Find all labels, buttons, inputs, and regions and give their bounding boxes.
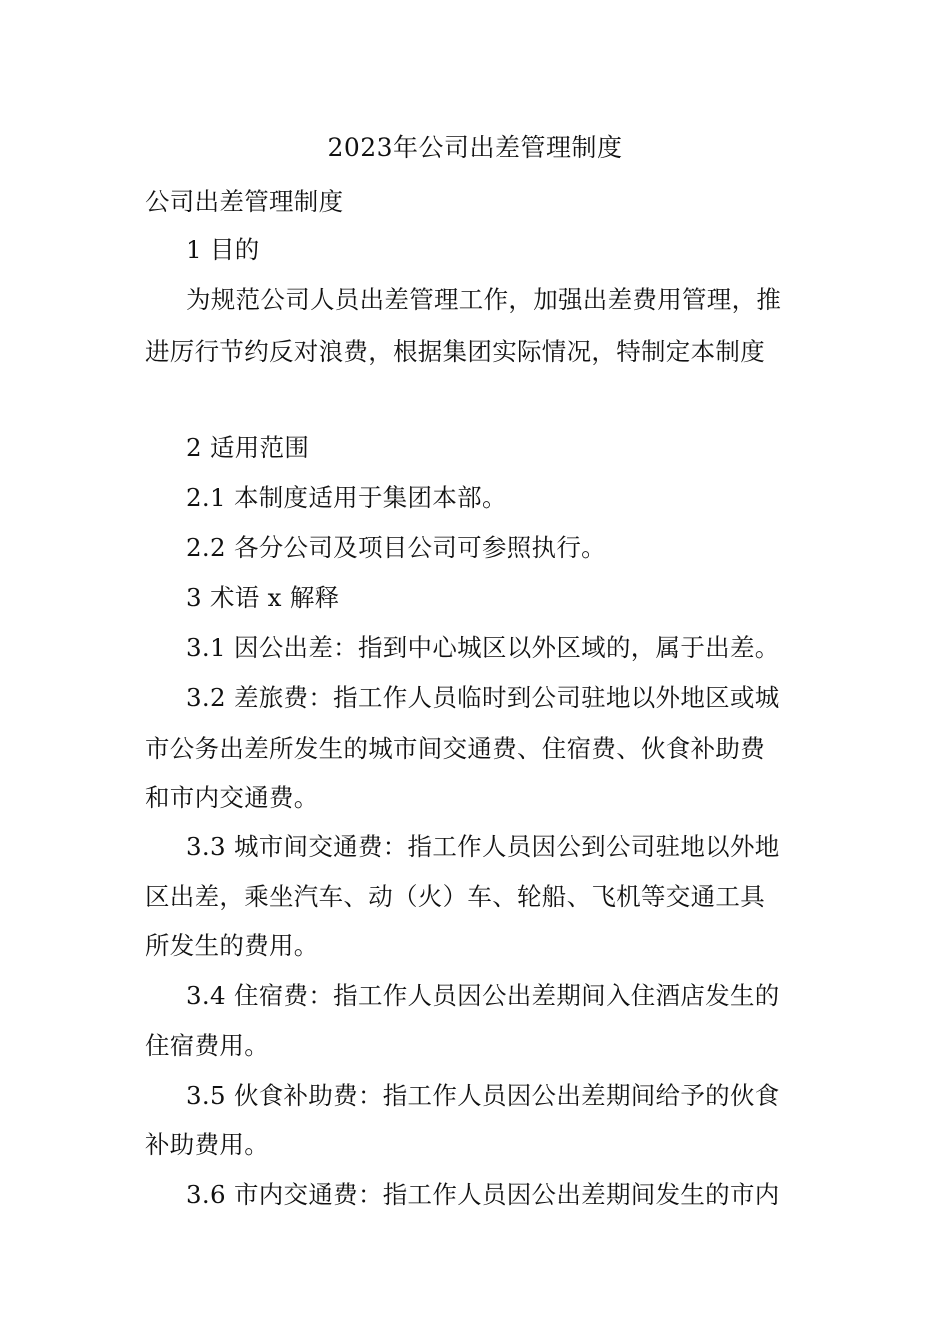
paragraph-line: 为规范公司人员出差管理工作，加强出差费用管理，推 xyxy=(186,285,782,314)
paragraph-line: 3.3 城市间交通费：指工作人员因公到公司驻地以外地 xyxy=(186,832,780,861)
section-heading: 3 术语 x 解释 xyxy=(186,583,340,612)
paragraph-line: 市公务出差所发生的城市间交通费、住宿费、伙食补助费 xyxy=(145,734,765,763)
paragraph-line: 所发生的费用。 xyxy=(145,931,319,960)
paragraph-line: 住宿费用。 xyxy=(145,1031,269,1060)
paragraph-line: 3.1 因公出差：指到中心城区以外区域的，属于出差。 xyxy=(186,633,780,662)
document-title: 2023年公司出差管理制度 xyxy=(327,133,623,162)
section-heading: 2 适用范围 xyxy=(186,433,310,462)
paragraph-line: 2.1 本制度适用于集团本部。 xyxy=(186,483,507,512)
paragraph-line: 区出差，乘坐汽车、动（火）车、轮船、飞机等交通工具 xyxy=(145,882,765,911)
section-heading: 公司出差管理制度 xyxy=(145,187,344,216)
paragraph-line: 2.2 各分公司及项目公司可参照执行。 xyxy=(186,533,606,562)
paragraph-line: 3.5 伙食补助费：指工作人员因公出差期间给予的伙食 xyxy=(186,1081,780,1110)
paragraph-line: 3.2 差旅费：指工作人员临时到公司驻地以外地区或城 xyxy=(186,683,780,712)
paragraph-line: 3.4 住宿费：指工作人员因公出差期间入住酒店发生的 xyxy=(186,981,780,1010)
paragraph-line: 进厉行节约反对浪费，根据集团实际情况，特制定本制度 xyxy=(145,337,765,366)
paragraph-line: 和市内交通费。 xyxy=(145,783,319,812)
section-heading: 1 目的 xyxy=(186,235,260,264)
paragraph-line: 补助费用。 xyxy=(145,1130,269,1159)
paragraph-line: 3.6 市内交通费：指工作人员因公出差期间发生的市内 xyxy=(186,1180,780,1209)
